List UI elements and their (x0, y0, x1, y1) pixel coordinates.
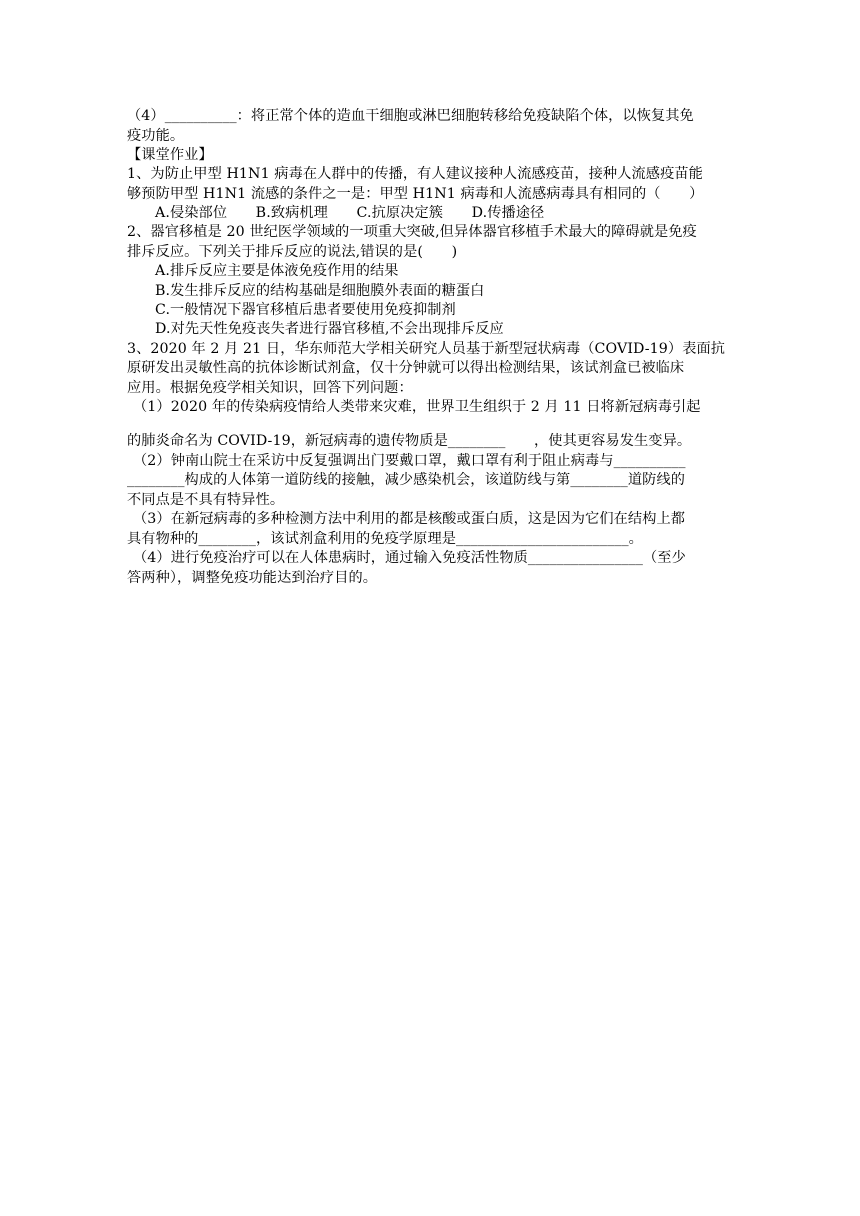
section-title: 【课堂作业】 (127, 147, 213, 163)
question-3-stem: 原研发出灵敏性高的抗体诊断试剂盒，仅十分钟就可以得出检测结果，该试剂盒已被临床 (127, 360, 685, 376)
question-2-stem: 排斥反应。下列关于排斥反应的说法,错误的是( ) (127, 244, 458, 260)
intro-line: （4）__________：将正常个体的造血干细胞或淋巴细胞转移给免疫缺陷个体，以恢复其免 (127, 108, 694, 124)
question-3-stem: 3、2020 年 2 月 21 日，华东师范大学相关研究人员基于新型冠状病毒（COVID-19）表面抗 (127, 341, 726, 357)
question-1-stem: 1、为防止甲型 H1N1 病毒在人群中的传播，有人建议接种人流感疫苗，接种人流感疫苗能 (127, 166, 703, 182)
question-2-option-a: A.排斥反应主要是体液免疫作用的结果 (155, 263, 399, 279)
question-3-stem: 应用。根据免疫学相关知识，回答下列问题： (127, 380, 413, 396)
intro-line: 疫功能。 (127, 128, 185, 144)
question-2-option-b: B.发生排斥反应的结构基础是细胞膜外表面的糖蛋白 (155, 283, 485, 299)
question-3-part-2: （2）钟南山院士在采访中反复强调出门要戴口罩，戴口罩有利于阻止病毒与__________ (133, 453, 686, 469)
question-3-part-4: （4）进行免疫治疗可以在人体患病时，通过输入免疫活性物质________________（至少 (133, 550, 686, 566)
question-1-stem: 够预防甲型 H1N1 流感的条件之一是：甲型 H1N1 病毒和人流感病毒具有相同的（ ） (127, 186, 704, 202)
question-3-part-4: 答两种），调整免疫功能达到治疗目的。 (127, 570, 378, 586)
question-2-option-c: C.一般情况下器官移植后患者要使用免疫抑制剂 (155, 302, 456, 318)
question-2-stem: 2、器官移植是 20 世纪医学领域的一项重大突破,但异体器官移植手术最大的障碍就是免疫 (127, 224, 697, 240)
question-3-part-1: （1）2020 年的传染病疫情给人类带来灾难，世界卫生组织于 2 月 11 日将新冠病毒引起 (133, 399, 701, 415)
question-3-part-2: 不同点是不具有特异性。 (127, 492, 285, 508)
question-3-part-3: 具有物种的________，该试剂盒利用的免疫学原理是________________________。 (127, 531, 643, 547)
question-1-options: A.侵染部位 B.致病机理 C.抗原决定簇 D.传播途径 (155, 205, 545, 221)
question-3-part-2: ________构成的人体第一道防线的接触，减少感染机会，该道防线与第________道防线的 (127, 472, 686, 488)
question-2-option-d: D.对先天性免疫丧失者进行器官移植,不会出现排斥反应 (155, 321, 504, 337)
question-3-part-1: 的肺炎命名为 COVID-19，新冠病毒的遗传物质是________ ，使其更容易发生变异。 (127, 433, 692, 449)
question-3-part-3: （3）在新冠病毒的多种检测方法中利用的都是核酸或蛋白质，这是因为它们在结构上都 (133, 511, 686, 527)
